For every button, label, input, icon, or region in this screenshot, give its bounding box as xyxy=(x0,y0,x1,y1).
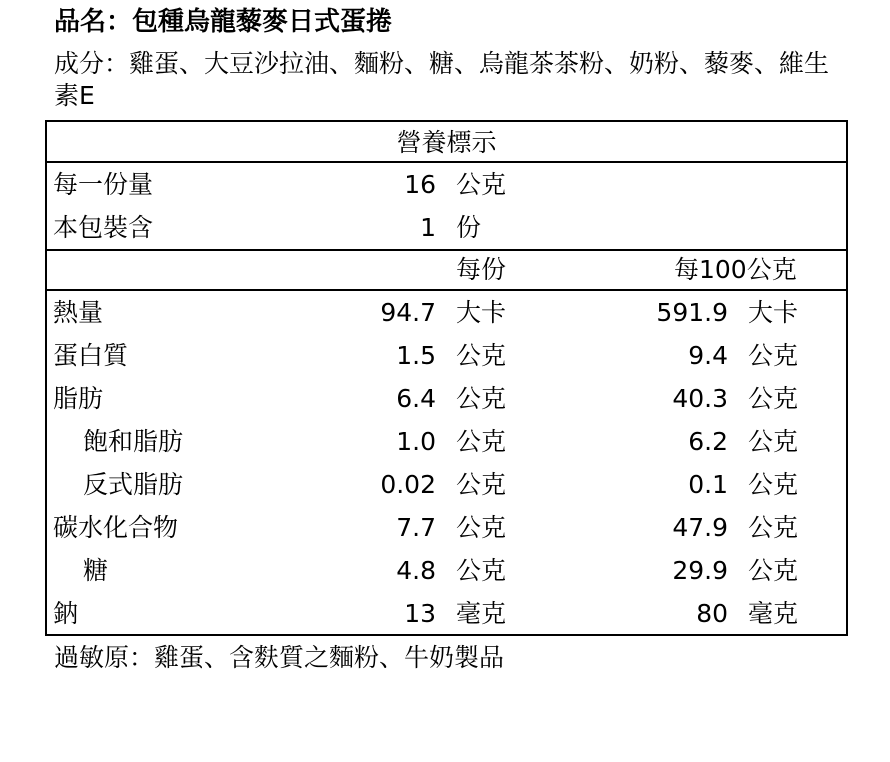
nutrient-label: 糖 xyxy=(83,556,109,585)
per-serving-value: 0.02 xyxy=(380,470,436,499)
nutrient-row xyxy=(47,463,846,506)
per-100g-unit: 公克 xyxy=(748,341,799,370)
nutrient-label: 反式脂肪 xyxy=(83,470,184,499)
nutrient-label: 飽和脂肪 xyxy=(83,427,184,456)
per-serving-unit: 公克 xyxy=(456,427,507,456)
per-100g-value: 0.1 xyxy=(688,470,728,499)
per-serving-header: 每份 xyxy=(456,255,507,284)
product-title: 品名：包種烏龍藜麥日式蛋捲 xyxy=(54,7,393,37)
nutrient-row xyxy=(47,420,846,463)
serving-size-unit: 公克 xyxy=(456,170,507,199)
per-100g-unit: 大卡 xyxy=(748,298,799,327)
nutrient-label: 脂肪 xyxy=(53,384,104,413)
per-100g-value: 591.9 xyxy=(656,298,728,327)
per-serving-value: 13 xyxy=(404,599,436,628)
per-100g-unit: 公克 xyxy=(748,470,799,499)
per-100g-value: 9.4 xyxy=(688,341,728,370)
per-100g-value: 40.3 xyxy=(672,384,728,413)
per-serving-value: 1.0 xyxy=(396,427,436,456)
servings-per-pack-unit: 份 xyxy=(456,213,482,242)
per-100g-value: 80 xyxy=(696,599,728,628)
per-100g-unit: 毫克 xyxy=(748,599,799,628)
servings-per-pack-row xyxy=(47,206,846,251)
nutrient-row xyxy=(47,291,846,334)
servings-per-pack-value: 1 xyxy=(420,213,436,242)
nutrient-label: 碳水化合物 xyxy=(53,513,179,542)
per-100g-value: 47.9 xyxy=(672,513,728,542)
servings-per-pack-label: 本包裝含 xyxy=(53,213,154,242)
per-100g-unit: 公克 xyxy=(748,427,799,456)
per-serving-unit: 公克 xyxy=(456,384,507,413)
per-100g-unit: 公克 xyxy=(748,384,799,413)
nutrient-label: 蛋白質 xyxy=(53,341,129,370)
per-100g-value: 29.9 xyxy=(672,556,728,585)
nutrient-row xyxy=(47,377,846,420)
nutrient-row xyxy=(47,506,846,549)
nutrient-label: 熱量 xyxy=(53,298,104,327)
nutrition-title: 營養標示 xyxy=(47,122,846,163)
per-serving-unit: 大卡 xyxy=(456,298,507,327)
per-100g-header: 每100公克 xyxy=(674,255,797,284)
per-serving-value: 6.4 xyxy=(396,384,436,413)
per-serving-unit: 公克 xyxy=(456,556,507,585)
per-100g-value: 6.2 xyxy=(688,427,728,456)
per-serving-unit: 公克 xyxy=(456,470,507,499)
per-serving-value: 1.5 xyxy=(396,341,436,370)
allergen-text: 過敏原：雞蛋、含麩質之麵粉、牛奶製品 xyxy=(54,643,505,672)
serving-size-value: 16 xyxy=(404,170,436,199)
per-serving-unit: 公克 xyxy=(456,513,507,542)
per-serving-unit: 毫克 xyxy=(456,599,507,628)
nutrition-facts-panel xyxy=(45,120,848,636)
nutrient-label: 鈉 xyxy=(53,599,79,628)
per-100g-unit: 公克 xyxy=(748,556,799,585)
per-serving-value: 94.7 xyxy=(380,298,436,327)
per-serving-value: 4.8 xyxy=(396,556,436,585)
nutrient-row xyxy=(47,549,846,592)
serving-size-row xyxy=(47,163,846,206)
nutrient-row xyxy=(47,592,846,635)
serving-size-label: 每一份量 xyxy=(53,170,154,199)
per-100g-unit: 公克 xyxy=(748,513,799,542)
ingredients-text: 成分：雞蛋、大豆沙拉油、麵粉、糖、烏龍茶茶粉、奶粉、藜麥、維生素E xyxy=(54,49,830,110)
per-serving-value: 7.7 xyxy=(396,513,436,542)
column-header-row xyxy=(47,251,846,291)
nutrient-row xyxy=(47,334,846,377)
per-serving-unit: 公克 xyxy=(456,341,507,370)
